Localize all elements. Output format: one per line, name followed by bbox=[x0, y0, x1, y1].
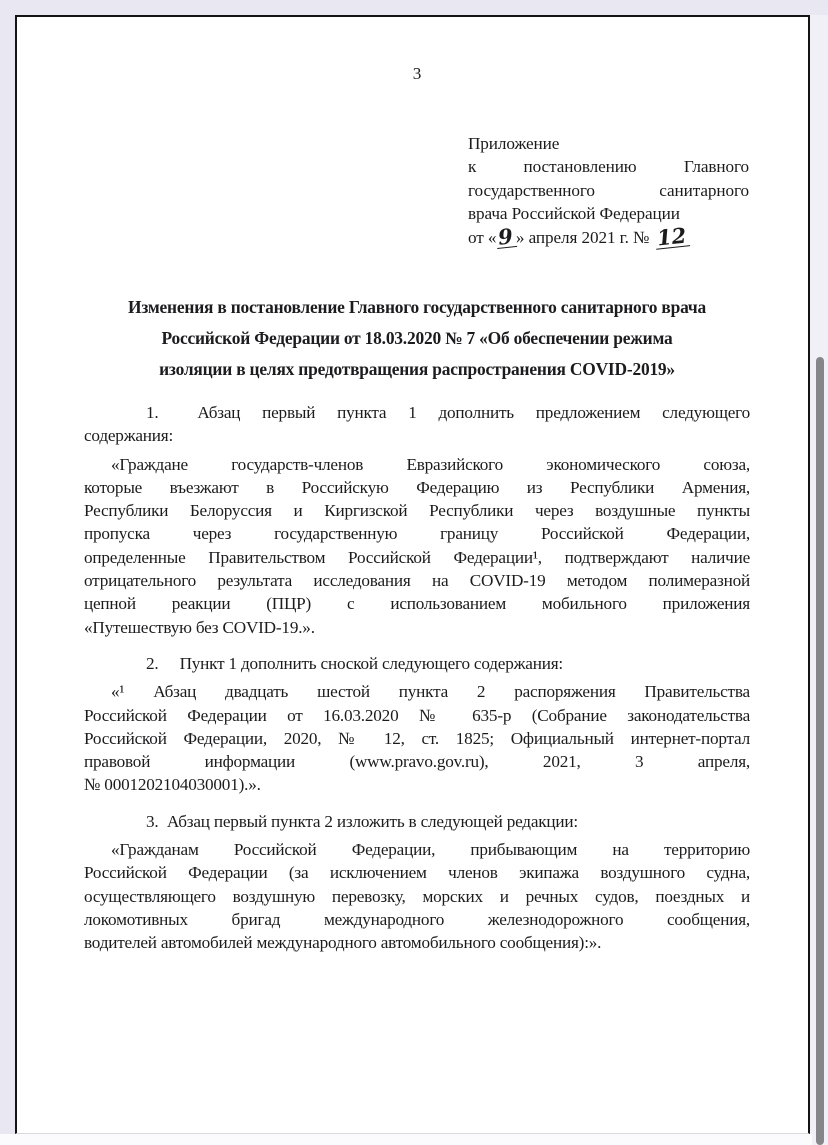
paragraph bbox=[84, 838, 750, 954]
title-line: Изменения в постановление Главного государственного санитарного врача bbox=[128, 297, 706, 317]
text-line: содержания: bbox=[84, 426, 174, 446]
text-line: Республики Белоруссия и Киргизской Республики через воздушные пункты bbox=[84, 501, 750, 521]
text-line: Российской Федерации (за исключением членов экипажа воздушного судна, bbox=[84, 863, 750, 883]
handwritten-number: 12 bbox=[654, 224, 690, 249]
text-line: осуществляющего воздушную перевозку, морских и речных судов, поездных и bbox=[84, 886, 750, 906]
paragraph bbox=[84, 810, 750, 833]
scrollbar-thumb[interactable] bbox=[816, 357, 824, 1145]
bottom-gutter bbox=[0, 1134, 812, 1145]
document-title bbox=[84, 292, 750, 385]
handwritten-day: 9 bbox=[495, 225, 517, 249]
title-line: Российской Федерации от 18.03.2020 № 7 «Об обеспечении режима bbox=[161, 328, 673, 348]
text-line: Российской Федерации от 16.03.2020 № 635-р (Собрание законодательства bbox=[84, 705, 750, 725]
text-line: «¹ Абзац двадцать шестой пункта 2 распоряжения Правительства bbox=[111, 682, 750, 702]
text-line: «Гражданам Российской Федерации, прибывающим на территорию bbox=[111, 840, 750, 860]
text-line: локомотивных бригад международного железнодорожного сообщения, bbox=[84, 909, 750, 929]
text-line: «Путешествую без COVID-19.». bbox=[84, 617, 315, 637]
text-line: определенные Правительством Российской Федерации¹, подтверждают наличие bbox=[84, 547, 750, 567]
text-line: водителей автомобилей международного автомобильного сообщения):». bbox=[84, 933, 602, 953]
text-line: 3. Абзац первый пункта 2 изложить в следующей редакции: bbox=[146, 811, 579, 831]
date-prefix: от « bbox=[468, 228, 497, 248]
paragraph bbox=[84, 453, 750, 639]
document-body bbox=[84, 401, 750, 955]
text-line: отрицательного результата исследования на COVID-19 методом полимеразной bbox=[84, 571, 750, 591]
text-line: которые въезжают в Российскую Федерацию из Республики Армения, bbox=[84, 477, 750, 497]
text-line: 1. Абзац первый пункта 1 дополнить предложением следующего bbox=[146, 403, 750, 422]
annex-line: к постановлению Главного bbox=[468, 157, 749, 177]
text-line: цепной реакции (ПЦР) с использованием мобильного приложения bbox=[84, 594, 750, 614]
text-line: пропуска через государственную границу Российской Федерации, bbox=[84, 524, 750, 544]
page-number: 3 bbox=[412, 64, 422, 83]
title-line: изоляции в целях предотвращения распространения COVID-2019» bbox=[159, 359, 675, 379]
document-page bbox=[15, 15, 810, 1134]
text-line: правовой информации (www.pravo.gov.ru), 2021, 3 апреля, bbox=[84, 752, 750, 772]
text-line: Российской Федерации, 2020, № 12, ст. 1825; Официальный интернет-портал bbox=[84, 728, 750, 748]
paragraph bbox=[84, 680, 750, 796]
text-line: № 0001202104030001).». bbox=[84, 775, 261, 795]
annex-line: государственного санитарного bbox=[468, 180, 749, 200]
document-content bbox=[84, 17, 750, 955]
date-mid: » апреля 2021 г. № bbox=[515, 228, 650, 248]
paragraph bbox=[84, 652, 750, 675]
text-line: 2. Пункт 1 дополнить сноской следующего содержания: bbox=[146, 653, 564, 673]
paragraph bbox=[84, 401, 750, 448]
text-line: «Граждане государств-членов Евразийского экономического союза, bbox=[111, 454, 750, 474]
annex-line: Приложение bbox=[468, 134, 560, 153]
annex-line: врача Российской Федерации bbox=[468, 203, 680, 223]
